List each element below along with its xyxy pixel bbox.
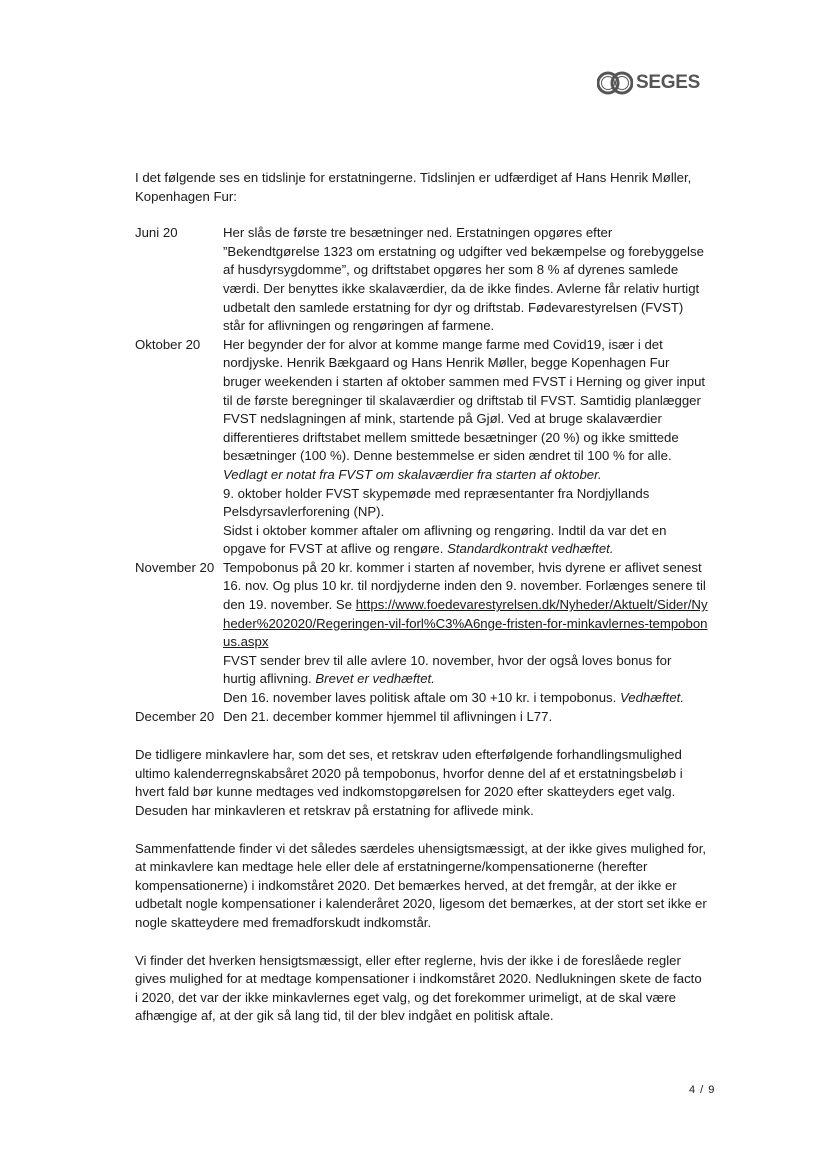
timeline-entry-text: Her slås de første tre besætninger ned. Erstatningen opgøres efter ”Bekendtgørelse 1323 om erstatning og udgifter ved bekæmpelse og forebyggelse af husdyrsygdomme”, og driftstabet opgøres her som 8 % af dyrenes samlede værdi. Der benyttes ikke skalaværdier, da de ikke findes. Avlerne får relativ hurtigt udbetalt den samlede erstatning for dyr og driftstab. Fødevarestyrelsen (FVST) står for aflivningen og rengøringen af farmene. [223,225,704,334]
timeline-entry-text-main: FVST sender brev til alle avlere 10. november, hvor der også loves bonus for hurtig aflivning. [223,652,672,687]
timeline-text [223,224,708,336]
timeline-entry-text-main: Tempobonus på 20 kr. kommer i starten af november, hvis dyrene er aflivet senest 16. nov. Og plus 10 kr. til nordjyderne inden den 9. november. Forlænges senere til den 19. november. Se [223,559,706,613]
attachment-note: Brevet er vedhæftet. [315,671,435,687]
fvst-news-link[interactable]: https://www.foedevarestyrelsen.dk/Nyheder/Aktuelt/Sider/Nyheder%202020/Regeringen-vil-forl%C3%A6nge-fristen-for-minkavlernes-tempobonus.aspx [223,597,708,650]
timeline-date: November 20 [135,559,215,575]
timeline-entry-text: Den 21. december kommer hjemmel til aflivningen i L77. [223,708,553,724]
timeline-date: December 20 [135,708,215,724]
timeline-entry-text-main: Sidst i oktober kommer aftaler om aflivning og rengøring. Indtil da var det en opgave for FVST at aflive og rengøre. [223,522,667,557]
seges-logo [597,70,700,96]
document-body [135,169,708,1045]
attachment-note: Vedlagt er notat fra FVST om skalaværdier fra starten af oktober. [223,466,602,482]
attachment-note: Standardkontrakt vedhæftet. [447,541,614,557]
timeline-entry-text [223,522,708,559]
timeline-entry-text [223,336,708,485]
logo-text: SEGES [636,72,700,93]
seges-logo-icon [597,71,633,95]
timeline-table [135,224,708,726]
timeline-row [135,559,708,708]
timeline-entry-text-main: Her begynder der for alvor at komme mange farme med Covid19, især i det nordjyske. Henrik Bækgaard og Hans Henrik Møller, begge Kopenhagen Fur bruger weekenden i starten af oktober sammen med FVST i Herning og giver input til de første beregninger til skalaværdier og driftstab til FVST. Samtidig planlægger FVST nedslagningen af mink, startende på Gjøl. Ved at bruge skalaværdier differentieres driftstabet mellem smittede besætninger (20 %) og ikke smittede besætninger (100 %). Denne bestemmelse er siden ændret til 100 % for alle. [223,336,706,464]
timeline-entry-text [223,652,708,689]
timeline-text [223,336,708,559]
timeline-entry-text [223,559,708,652]
timeline-text [223,708,708,727]
timeline-text [223,559,708,708]
timeline-date: Oktober 20 [135,336,201,352]
timeline-row [135,224,708,336]
intro-paragraph: I det følgende ses en tidslinje for erstatningerne. Tidslinjen er udfærdiget af Hans Henrik Møller, Kopenhagen Fur: [135,170,692,204]
body-paragraph: Sammenfattende finder vi det således særdeles uhensigtsmæssigt, at der ikke gives mulighed for, at minkavlere kan medtage hele eller dele af erstatningerne/kompensationerne (herefter kompensationerne) i indkomståret 2020. Det bemærkes herved, at det fremgår, at der ikke er udbetalt nogle kompensationer i kalenderåret 2020, ligesom det bemærkes, at der stort set ikke er nogle skatteydere med fremadforskudt indkomstår. [135,840,707,930]
body-paragraph: Vi finder det hverken hensigtsmæssigt, eller efter reglerne, hvis der ikke i de foreslåede regler gives mulighed for at medtage kompensationer i indkomståret 2020. Nedlukningen skete de facto i 2020, det var der ikke minkavlernes eget valg, og det forekommer urimeligt, at de skal være afhængige af, at der gik så lang tid, til der blev indgået en politisk aftale. [135,952,702,1024]
timeline-row [135,708,708,727]
page-number: 4 / 9 [689,1084,716,1096]
body-paragraph: De tidligere minkavlere har, som det ses, et retskrav uden efterfølgende forhandlingsmulighed ultimo kalenderregnskabsåret 2020 på tempobonus, hvorfor denne del af et erstatningsbeløb i hvert fald bør kunne medtages ved indkomstopgørelsen for 2020 efter skatteyders eget valg. Desuden har minkavleren et retskrav på erstatning for aflivede mink. [135,747,683,818]
timeline-entry-text [223,689,708,708]
timeline-entry-text-main: Den 16. november laves politisk aftale om 30 +10 kr. i tempobonus. [223,690,617,706]
timeline-date: Juni 20 [135,225,178,241]
attachment-note: Vedhæftet. [619,690,684,706]
timeline-entry-text: 9. oktober holder FVST skypemøde med repræsentanter fra Nordjyllands Pelsdyrsavlerforening (NP). [223,485,650,520]
timeline-row [135,336,708,559]
